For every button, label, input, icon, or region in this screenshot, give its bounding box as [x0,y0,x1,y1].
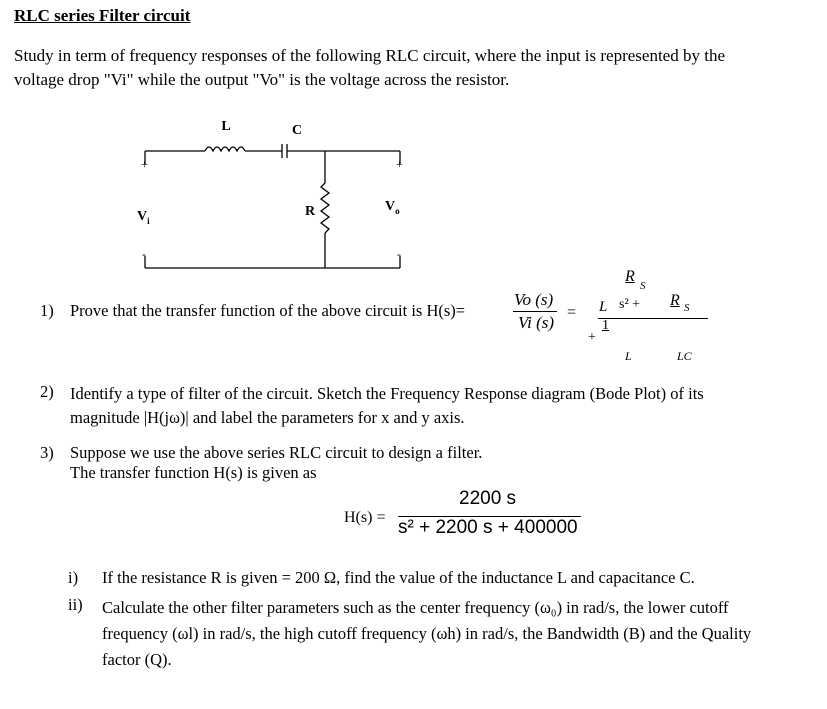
q2-number: 2) [40,382,54,401]
vi-minus-sign: - [142,247,146,261]
q3-hs-label: H(s) = [344,509,386,526]
q3-hs-denominator: s² + 2200 s + 400000 [398,517,578,538]
q3-number: 3) [40,443,54,462]
rlc-circuit-diagram [130,108,420,278]
q1-frac-numerator: Vo (s) [514,290,554,309]
q1-text: Prove that the transfer function of the above circuit is H(s)= [70,301,466,320]
q3-line-2: The transfer function H(s) is given as [70,463,317,482]
q3-hs-numerator: 2200 s [459,488,517,509]
sub-ii-line-1: Calculate the other filter parameters such as the center frequency (ω₀) in rad/s, the lower cutoff [102,598,729,617]
q3-text [70,443,482,483]
sub-i-number: i) [68,568,79,587]
resistor-symbol [321,183,329,233]
intro-line-1: Study in term of frequency responses of the following RLC circuit, where the input is represented by the [14,46,725,65]
vo-plus-sign: + [396,157,403,171]
q1-l-top: L [599,299,608,315]
q2-line-1: Identify a type of filter of the circuit. Sketch the Frequency Response diagram (Bode Plot) of its [70,384,704,403]
inductor-symbol [205,147,245,151]
q1-frac-bar [513,311,557,312]
q1-big-frac-bar [598,318,708,319]
q1-frac-denominator: Vi (s) [518,313,555,332]
q1-number: 1) [40,301,54,320]
q1-s-small: S [684,302,690,314]
label-vi: $V_i$ [137,209,150,226]
sub-i-text: If the resistance R is given = 200 Ω, find the value of the inductance L and capacitance C. [102,568,695,587]
q2-text [70,382,704,430]
q1-r-small: R [670,292,680,309]
vi-plus-sign: + [141,157,148,171]
intro-line-2: voltage drop "Vi" while the output "Vo" is the voltage across the resistor. [14,70,510,89]
label-vo: $V_o$ [385,199,400,216]
label-l: L [221,119,231,134]
vo-minus-sign: - [397,247,401,261]
sub-ii-number: ii) [68,595,83,614]
q3-line-1: Suppose we use the above series RLC circuit to design a filter. [70,443,483,462]
q1-plus: + [588,330,596,345]
page-title: RLC series Filter circuit [14,6,191,25]
q1-big-num-s: S [640,280,646,292]
label-c: C [292,123,303,138]
q1-big-num-r: R [625,268,635,285]
q1-one: 1 [602,318,609,333]
q2-line-2: magnitude |H(jω)| and label the parameters for x and y axis. [70,408,465,427]
sub-ii-line-3: factor (Q). [102,650,172,669]
sub-ii-line-2: frequency (ωl) in rad/s, the high cutoff frequency (ωh) in rad/s, the Bandwidth (B) and the Quality [102,624,752,643]
sub-ii-text [102,595,751,673]
q1-equals: = [567,304,577,321]
label-r: R [305,204,316,219]
q1-lc: LC [677,349,692,363]
intro-paragraph [14,44,804,92]
q1-s-squared: s² + [619,297,641,312]
q1-l-bottom: L [625,349,632,363]
